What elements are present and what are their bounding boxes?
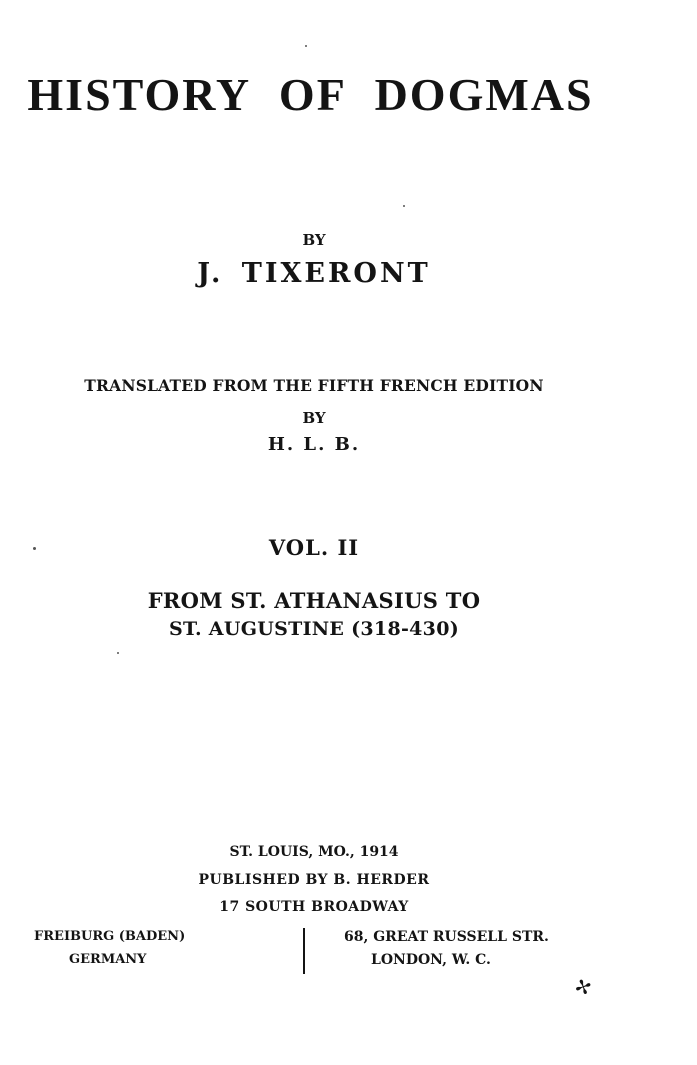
paper-speck [33,547,36,550]
subtitle-line-2: ST. AUGUSTINE (318-430) [168,618,460,640]
author-name: J. TIXERONT [197,258,431,289]
branch-right-street: 68, GREAT RUSSELL STR. [344,929,549,945]
imprint-place-year: ST. LOUIS, MO., 1914 [229,844,399,860]
translator-initials: H. L. B. [267,434,361,455]
paper-speck [117,652,119,654]
imprint-divider [303,928,305,974]
branch-left-city: FREIBURG (BADEN) [34,929,186,944]
volume-number: VOL. II [268,535,360,560]
translation-note: TRANSLATED FROM THE FIFTH FRENCH EDITION [84,376,544,395]
paper-speck [305,45,307,47]
corner-mark-icon: ✢ [571,972,596,1002]
by-label-translator: BY [302,409,326,427]
imprint-publisher: PUBLISHED BY B. HERDER [198,872,430,888]
branch-right-city: LONDON, W. C. [371,952,491,968]
book-title: HISTORY OF DOGMAS [27,69,594,120]
by-label-author: BY [302,231,326,249]
branch-left-country: GERMANY [69,952,147,967]
imprint-address: 17 SOUTH BROADWAY [219,899,409,915]
subtitle-line-1: FROM ST. ATHANASIUS TO [147,588,481,613]
paper-speck [403,205,405,207]
